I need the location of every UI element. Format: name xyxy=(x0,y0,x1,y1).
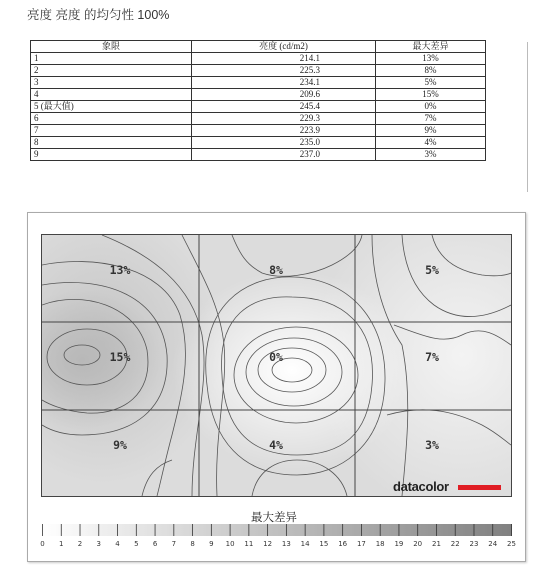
table-row xyxy=(31,149,486,161)
quadrant-2-label: 8% xyxy=(269,263,283,277)
quadrant-6-label: 7% xyxy=(425,350,439,364)
scale-tick-label: 8 xyxy=(190,540,195,548)
cell-quadrant: 4 xyxy=(31,89,192,101)
table-row xyxy=(31,101,486,113)
cell-max-difference: 9% xyxy=(376,125,486,137)
quadrant-4-label: 15% xyxy=(109,350,131,364)
cell-quadrant: 8 xyxy=(31,137,192,149)
table-row xyxy=(31,65,486,77)
scale-tick-label: 4 xyxy=(115,540,120,548)
cell-luminance: 235.0 xyxy=(192,137,376,149)
scale-tick-label: 22 xyxy=(450,540,460,548)
cell-quadrant: 7 xyxy=(31,125,192,137)
cell-luminance: 237.0 xyxy=(192,149,376,161)
scale-tick-label: 3 xyxy=(96,540,101,548)
shade-center xyxy=(172,270,412,470)
column-header-quadrant: 象限 xyxy=(31,41,192,53)
scale-tick-label: 0 xyxy=(40,540,45,548)
scale-tick-label: 15 xyxy=(319,540,329,548)
cell-luminance: 234.1 xyxy=(192,77,376,89)
scale-tick-label: 6 xyxy=(152,540,158,548)
cell-quadrant: 6 xyxy=(31,113,192,125)
scale-tick-label: 13 xyxy=(281,540,291,548)
column-header-max-difference: 最大差异 xyxy=(376,41,486,53)
scale-tick-label: 17 xyxy=(356,540,366,548)
scale-tick-label: 19 xyxy=(394,540,404,548)
scale-tick-label: 12 xyxy=(263,540,273,548)
scale-tick-label: 18 xyxy=(375,540,385,548)
column-header-luminance: 亮度 (cd/m2) xyxy=(192,41,376,53)
scale-tick-label: 21 xyxy=(431,540,441,548)
luminance-table xyxy=(30,40,486,161)
scale-tick-label: 14 xyxy=(300,540,310,548)
table-row xyxy=(31,125,486,137)
cell-max-difference: 7% xyxy=(376,113,486,125)
cell-luminance: 209.6 xyxy=(192,89,376,101)
scale-title: 最大差异 xyxy=(251,512,297,524)
cell-luminance: 245.4 xyxy=(192,101,376,113)
datacolor-logo-bar xyxy=(458,485,501,490)
cell-luminance: 223.9 xyxy=(192,125,376,137)
table-row xyxy=(31,113,486,125)
scale-tick-label: 9 xyxy=(209,540,214,548)
quadrant-8-label: 4% xyxy=(269,438,283,452)
uniformity-contour-map xyxy=(41,234,512,497)
cell-max-difference: 4% xyxy=(376,137,486,149)
cell-max-difference: 15% xyxy=(376,89,486,101)
scale-tick-label: 1 xyxy=(59,540,64,548)
scale-tick-label: 25 xyxy=(507,540,516,548)
scale-tick-label: 24 xyxy=(488,540,498,548)
scale-tick-label: 10 xyxy=(225,540,235,548)
page-title: 亮度 亮度 的均匀性 100% xyxy=(27,8,170,22)
scale-tick-label: 11 xyxy=(244,540,254,548)
cell-quadrant: 2 xyxy=(31,65,192,77)
scale-tick-label: 7 xyxy=(171,540,177,548)
cell-luminance: 214.1 xyxy=(192,53,376,65)
datacolor-logo: datacolor xyxy=(393,479,449,494)
cell-max-difference: 5% xyxy=(376,77,486,89)
cell-luminance: 225.3 xyxy=(192,65,376,77)
cell-luminance: 229.3 xyxy=(192,113,376,125)
table-header-row xyxy=(31,41,486,53)
cell-max-difference: 8% xyxy=(376,65,486,77)
cell-quadrant: 9 xyxy=(31,149,192,161)
scale-tick-label: 16 xyxy=(338,540,348,548)
cell-max-difference: 0% xyxy=(376,101,486,113)
cell-max-difference: 3% xyxy=(376,149,486,161)
table-row xyxy=(31,137,486,149)
scale-gradient xyxy=(42,524,512,536)
quadrant-5-label: 0% xyxy=(269,350,283,364)
table-row xyxy=(31,77,486,89)
cell-quadrant: 3 xyxy=(31,77,192,89)
quadrant-7-label: 9% xyxy=(113,438,127,452)
cell-max-difference: 13% xyxy=(376,53,486,65)
cell-quadrant: 1 xyxy=(31,53,192,65)
table-row xyxy=(31,53,486,65)
cell-quadrant: 5 (最大值) xyxy=(31,101,192,113)
scale-tick-label: 20 xyxy=(413,540,423,548)
scale-tick-label: 5 xyxy=(134,540,139,548)
scale-tick-label: 23 xyxy=(469,540,479,548)
quadrant-1-label: 13% xyxy=(109,263,131,277)
divider xyxy=(527,42,528,192)
quadrant-9-label: 3% xyxy=(425,438,439,452)
max-difference-scale xyxy=(42,524,512,536)
table-row xyxy=(31,89,486,101)
scale-tick-label: 2 xyxy=(77,540,83,548)
quadrant-3-label: 5% xyxy=(425,263,439,277)
